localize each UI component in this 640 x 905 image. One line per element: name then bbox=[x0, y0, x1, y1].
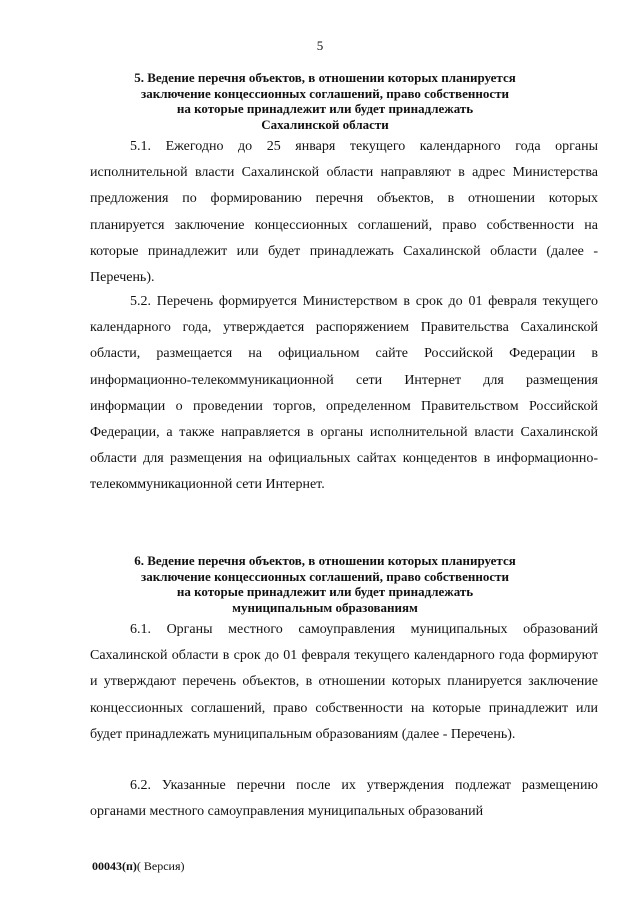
heading-line: 5. Ведение перечня объектов, в отношении которых планируется bbox=[134, 70, 516, 85]
section-6-paragraph-1 bbox=[90, 617, 598, 748]
heading-line: на которые принадлежит или будет принадлежать bbox=[176, 101, 474, 116]
heading-line: 6. Ведение перечня объектов, в отношении которых планируется bbox=[134, 553, 516, 568]
heading-line: заключение концессионных соглашений, право собственности bbox=[141, 568, 509, 584]
paragraph-text: 6.2. Указанные перечни после их утверждения подлежат размещению органами местного самоуправления муниципальных образований bbox=[90, 778, 598, 820]
section-5-heading bbox=[80, 70, 570, 132]
section-5-paragraph-1 bbox=[90, 134, 598, 291]
heading-line: заключение концессионных соглашений, право собственности bbox=[141, 85, 509, 101]
section-6-heading bbox=[80, 553, 570, 615]
section-6-paragraph-2 bbox=[90, 773, 598, 825]
document-code: 00043(п) bbox=[92, 859, 137, 873]
heading-line: на которые принадлежит или будет принадлежать bbox=[176, 584, 474, 599]
paragraph-text: 5.1. Ежегодно до 25 января текущего календарного года органы исполнительной власти Сахалинской области направляют в адрес Министерства предложения по формированию перечня объектов, в отношении которых планируется заключение концессионных соглашений, право собственности на которые принадлежит или будет принадлежать Сахалинской области (далее - Перечень). bbox=[90, 139, 598, 286]
heading-line: муниципальным образованиям bbox=[232, 599, 418, 615]
heading-line: Сахалинской области bbox=[261, 116, 389, 132]
section-5-paragraph-2 bbox=[90, 289, 598, 499]
paragraph-text: 6.1. Органы местного самоуправления муниципальных образований Сахалинской области в срок до 01 февраля текущего календарного года формируют и утверждают перечень объектов, в отношении которых планируется заключение концессионных соглашений, право собственности на которые принадлежит или будет принадлежать муниципальным образованиям (далее - Перечень). bbox=[90, 622, 598, 742]
page-number: 5 bbox=[316, 38, 324, 53]
paragraph-text: 5.2. Перечень формируется Министерством в срок до 01 февраля текущего календарного года, утверждается распоряжением Правительства Сахалинской области, размещается на официальном сайте Российской Федерации в информационно-телекоммуникационной сети Интернет для размещения информации о проведении торгов, определенном Правительством Российской Федерации, а также направляется в органы исполнительной власти Сахалинской области для размещения на официальных сайтах концедентов в информационно-телекоммуникационной сети Интернет. bbox=[90, 294, 598, 493]
document-version: ( Версия) bbox=[136, 859, 185, 873]
document-footer bbox=[92, 859, 185, 874]
